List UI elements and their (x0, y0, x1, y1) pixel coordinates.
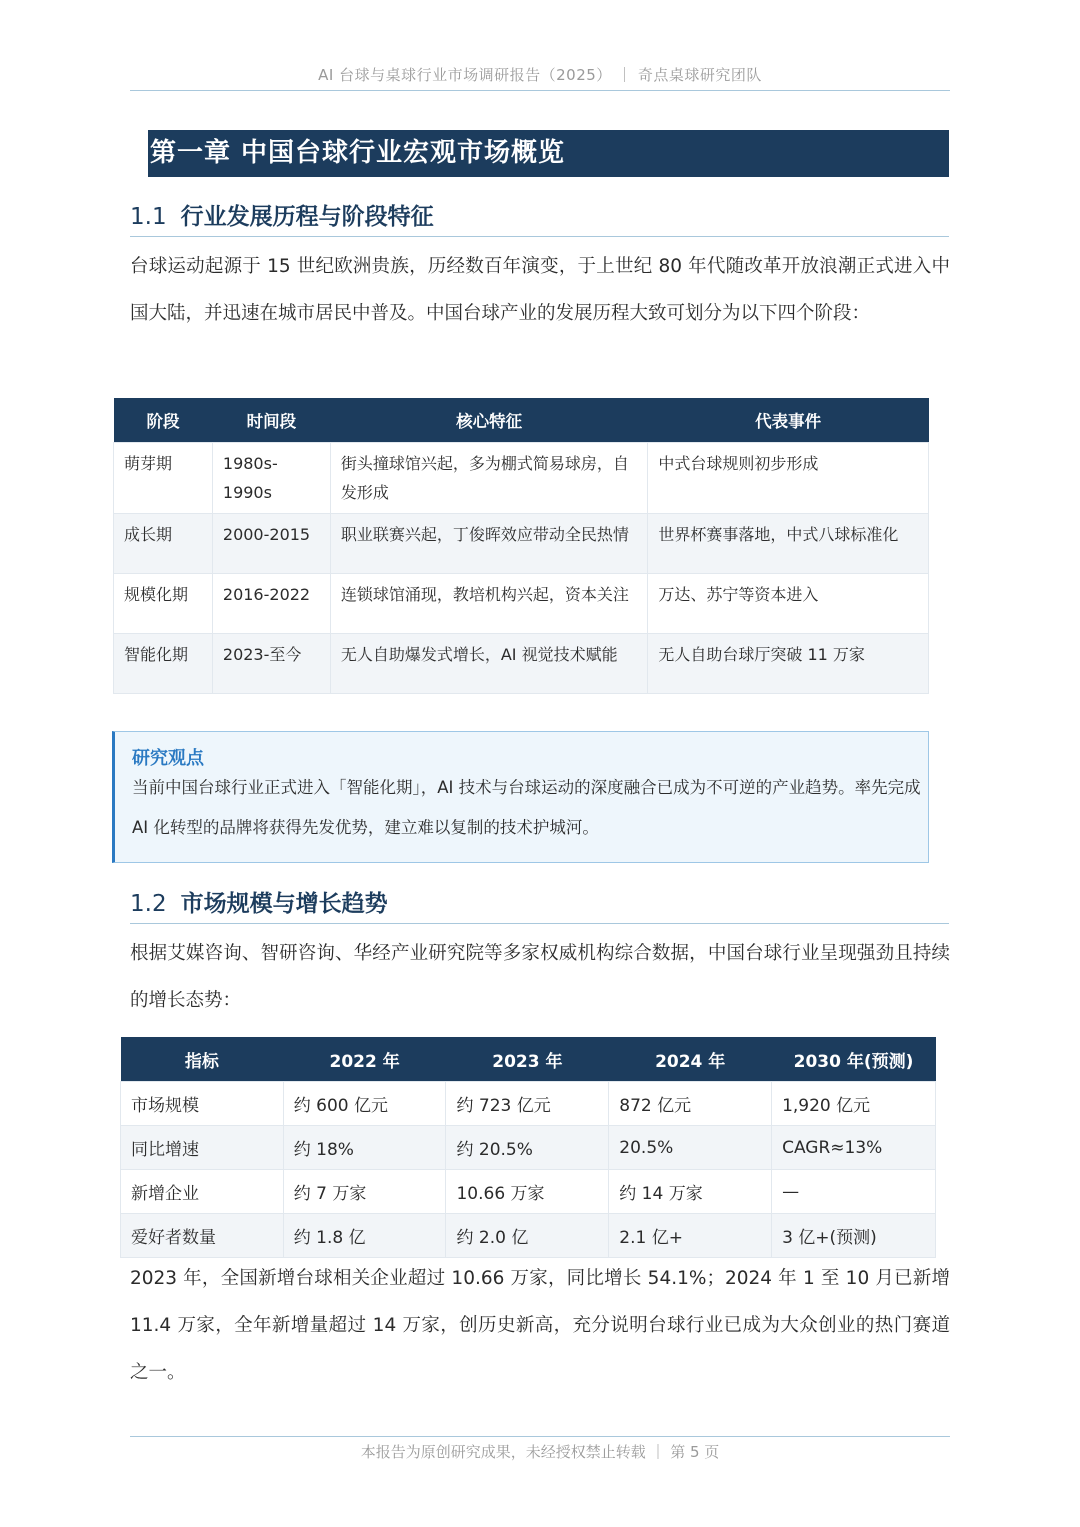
column-header: 2024 年 (609, 1037, 772, 1082)
section-number: 1.1 (130, 204, 167, 230)
table-cell: 约 2.0 亿 (446, 1214, 609, 1258)
table-cell: 约 723 亿元 (446, 1082, 609, 1126)
table-row (121, 1170, 936, 1214)
page-footer (130, 1436, 950, 1471)
table-cell: 约 600 亿元 (283, 1082, 446, 1126)
table-row (114, 514, 929, 574)
column-header: 时间段 (212, 398, 330, 443)
table-cell: 2023-至今 (212, 634, 330, 694)
table-cell: 职业联赛兴起，丁俊晖效应带动全民热情 (330, 514, 648, 574)
table-row (114, 574, 929, 634)
table-row (121, 1214, 936, 1258)
table-cell: 2.1 亿+ (609, 1214, 772, 1258)
table-cell: 约 1.8 亿 (283, 1214, 446, 1258)
table-cell: 街头撞球馆兴起，多为棚式简易球房，自发形成 (330, 443, 648, 514)
table-cell: 规模化期 (114, 574, 213, 634)
table-cell: 3 亿+(预测) (772, 1214, 936, 1258)
column-header: 核心特征 (330, 398, 648, 443)
table-row (121, 1126, 936, 1170)
research-callout (112, 731, 929, 863)
column-header: 2030 年(预测) (772, 1037, 936, 1082)
table-cell: 1980s-1990s (212, 443, 330, 514)
section-title-1-1 (130, 202, 949, 237)
table-cell: 1,920 亿元 (772, 1082, 936, 1126)
table-cell: 智能化期 (114, 634, 213, 694)
chapter-title: 第一章 中国台球行业宏观市场概览 (148, 130, 949, 177)
table-row (114, 443, 929, 514)
table-cell: 无人自助爆发式增长，AI 视觉技术赋能 (330, 634, 648, 694)
table-cell: 市场规模 (121, 1082, 284, 1126)
table-cell: 约 18% (283, 1126, 446, 1170)
table-row (121, 1082, 936, 1126)
column-header: 阶段 (114, 398, 213, 443)
table-header-row (114, 398, 929, 443)
table-cell: 2000-2015 (212, 514, 330, 574)
table-cell: — (772, 1170, 936, 1214)
table-cell: 中式台球规则初步形成 (648, 443, 929, 514)
market-table (120, 1037, 936, 1258)
header-text: AI 台球与桌球行业市场调研报告（2025） ｜ 奇点桌球研究团队 (318, 66, 762, 84)
table-cell: 10.66 万家 (446, 1170, 609, 1214)
table-cell: 2016-2022 (212, 574, 330, 634)
page-header (130, 64, 950, 91)
section2-summary: 2023 年，全国新增台球相关企业超过 10.66 万家，同比增长 54.1%；2024 年 1 至 10 月已新增 11.4 万家，全年新增量超过 14 万家，创历史新高，充分说明台球行业已成为大众创业的热门赛道之一。 (130, 1268, 950, 1383)
table-cell: 无人自助台球厅突破 11 万家 (648, 634, 929, 694)
table-cell: 世界杯赛事落地，中式八球标准化 (648, 514, 929, 574)
column-header: 代表事件 (648, 398, 929, 443)
section2-intro: 根据艾媒咨询、智研咨询、华经产业研究院等多家权威机构综合数据，中国台球行业呈现强劲且持续的增长态势： (130, 943, 950, 1011)
table-cell: 万达、苏宁等资本进入 (648, 574, 929, 634)
callout-body: 当前中国台球行业正式进入「智能化期」，AI 技术与台球运动的深度融合已成为不可逆的产业趋势。率先完成 AI 化转型的品牌将获得先发优势，建立难以复制的技术护城河。 (132, 778, 921, 837)
table-row (114, 634, 929, 694)
section-heading: 市场规模与增长趋势 (180, 891, 388, 917)
table-cell: 约 20.5% (446, 1126, 609, 1170)
callout-title: 研究观点 (132, 748, 204, 769)
column-header: 2023 年 (446, 1037, 609, 1082)
stages-table (113, 398, 929, 694)
table-cell: 872 亿元 (609, 1082, 772, 1126)
table-header-row (121, 1037, 936, 1082)
table-cell: 约 7 万家 (283, 1170, 446, 1214)
table-cell: 同比增速 (121, 1126, 284, 1170)
section-heading: 行业发展历程与阶段特征 (180, 204, 434, 230)
column-header: 指标 (121, 1037, 284, 1082)
table-cell: 20.5% (609, 1126, 772, 1170)
table-cell: 萌芽期 (114, 443, 213, 514)
table-cell: 约 14 万家 (609, 1170, 772, 1214)
section-number: 1.2 (130, 891, 167, 917)
column-header: 2022 年 (283, 1037, 446, 1082)
footer-text: 本报告为原创研究成果，未经授权禁止转载 ｜ 第 5 页 (360, 1443, 720, 1461)
table-cell: 成长期 (114, 514, 213, 574)
table-cell: 爱好者数量 (121, 1214, 284, 1258)
table-cell: 连锁球馆涌现，教培机构兴起，资本关注 (330, 574, 648, 634)
table-cell: CAGR≈13% (772, 1126, 936, 1170)
section1-intro: 台球运动起源于 15 世纪欧洲贵族，历经数百年演变，于上世纪 80 年代随改革开放浪潮正式进入中国大陆，并迅速在城市居民中普及。中国台球产业的发展历程大致可划分为以下四个阶段： (130, 256, 950, 324)
section-title-1-2 (130, 889, 949, 924)
table-cell: 新增企业 (121, 1170, 284, 1214)
